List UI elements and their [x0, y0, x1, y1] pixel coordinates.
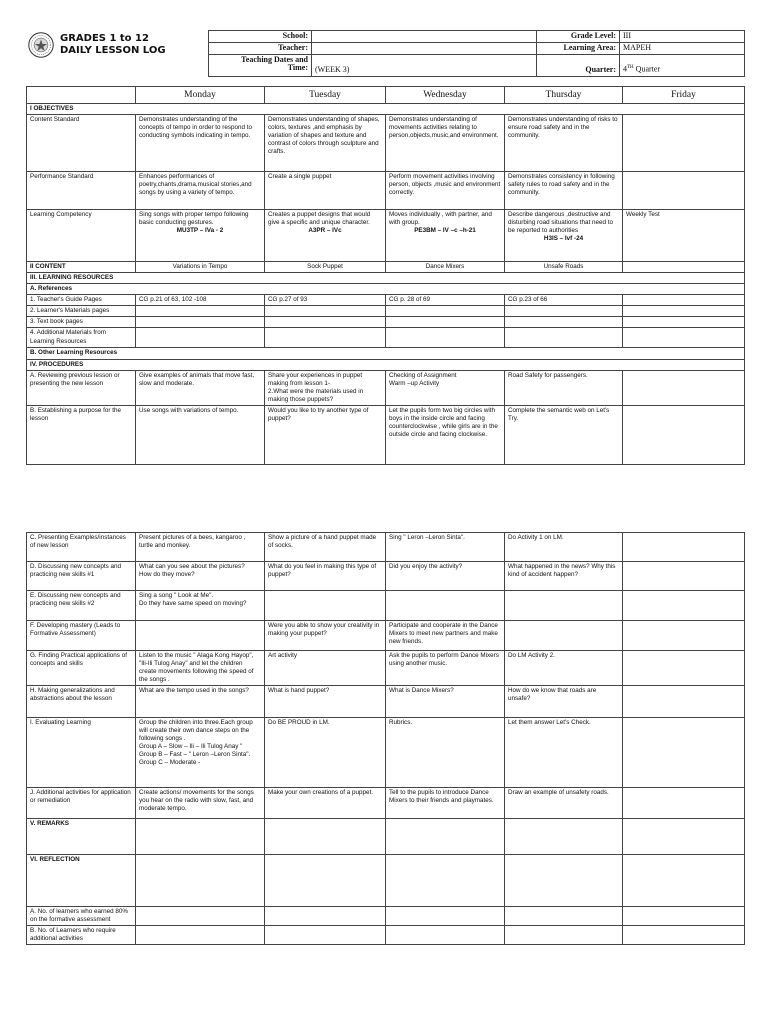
row-label: VI. REFLECTION — [27, 855, 136, 907]
cell-friday — [623, 306, 745, 317]
cell-monday — [136, 262, 265, 273]
cell-text: Sock Puppet — [307, 263, 343, 271]
cell-text: Perform movement activities involving person, objects ,music and environment correctly. — [389, 173, 501, 197]
cell-wednesday — [386, 306, 505, 317]
cell-wednesday — [386, 172, 505, 210]
day-header-blank — [27, 87, 136, 104]
quarter-word: Quarter — [633, 64, 661, 74]
cell-text: CG p.21 of 63, 102 -108 — [139, 296, 207, 304]
cell-monday — [136, 686, 265, 718]
cell-tuesday — [265, 686, 386, 718]
cell-thursday — [505, 295, 623, 306]
cell-wednesday — [386, 562, 505, 591]
cell-tuesday — [265, 115, 386, 172]
row-label: Learning Competency — [27, 210, 136, 262]
cell-monday — [136, 295, 265, 306]
table-row — [27, 591, 745, 621]
row-label: G. Finding Practical applications of concepts and skills — [27, 651, 136, 686]
cell-monday — [136, 591, 265, 621]
cell-text: Art activity — [268, 652, 298, 659]
cell-text: Checking of Assignment Warm –up Activity — [389, 371, 457, 387]
cell-text: Let them answer Let's Check. — [508, 719, 591, 727]
cell-thursday — [505, 562, 623, 591]
row-label: F. Developing mastery (Leads to Formative Assessment) — [27, 621, 136, 651]
cell-text: What is Dance Mixers? — [389, 687, 454, 695]
cell-text: Sing songs with proper tempo following basic conducting gestures. — [139, 211, 249, 227]
cell-tuesday — [265, 172, 386, 210]
cell-friday — [623, 562, 745, 591]
cell-text: Enhances performances of poetry,chants,drama,musical stories,and songs by using a variety of tempo. — [139, 173, 252, 197]
cell-friday — [623, 172, 745, 210]
cell-monday — [136, 562, 265, 591]
cell-text: Use songs with variations of tempo. — [139, 406, 239, 414]
cell-friday — [623, 317, 745, 328]
cell-text: Weekly Test — [626, 211, 660, 219]
cell-thursday — [505, 172, 623, 210]
cell-text: Sing a song " Look at Me". Do they have same speed on moving? — [139, 592, 247, 608]
deped-seal-logo — [28, 32, 54, 58]
cell-friday — [623, 370, 745, 405]
table-row — [27, 926, 745, 945]
cell-tuesday — [265, 328, 386, 348]
day-header-tuesday: Tuesday — [265, 87, 386, 104]
cell-text: Do LM Activity 2. — [508, 652, 555, 659]
quarter-label: Quarter: — [537, 54, 620, 76]
cell-text: Sing " Leron –Leron Sinta". — [389, 534, 465, 541]
section-heading: III. LEARNING RESOURCES — [27, 273, 745, 284]
day-header-wednesday: Wednesday — [386, 87, 505, 104]
competency-code: A3PR – IVc — [308, 227, 342, 235]
cell-wednesday — [386, 533, 505, 562]
cell-text: Participate and cooperate in the Dance Mixers to meet new partners and make new friends. — [389, 622, 498, 646]
cell-text: Demonstrates understanding of shapes, colors, textures ,and emphasis by variation of shapes and texture and contrast of colors through sculpture and crafts. — [268, 116, 380, 156]
table-row — [27, 819, 745, 855]
title-line-2: DAILY LESSON LOG — [60, 44, 166, 56]
competency-code: MU3TP – IVa - 2 — [176, 227, 224, 235]
cell-text: Were you able to show your creativity in making your puppet? — [268, 622, 380, 638]
row-label: I. Evaluating Learning — [27, 718, 136, 788]
cell-thursday — [505, 718, 623, 788]
table-row — [27, 855, 745, 907]
quarter-number: 4 — [623, 64, 627, 74]
table-row — [27, 295, 745, 306]
row-label: 2. Learner's Materials pages — [27, 306, 136, 317]
school-value — [312, 31, 537, 43]
cell-friday — [623, 718, 745, 788]
cell-monday — [136, 306, 265, 317]
cell-thursday — [505, 591, 623, 621]
table-row — [27, 317, 745, 328]
table-row — [27, 348, 745, 359]
row-label: D. Discussing new concepts and practicing new skills #1 — [27, 562, 136, 591]
cell-thursday — [505, 686, 623, 718]
cell-text: Share your experiences in puppet making from lesson 1- 2.What were the materials used in making those puppets? — [268, 371, 364, 403]
cell-friday — [623, 855, 745, 907]
cell-wednesday — [386, 210, 505, 262]
cell-monday — [136, 788, 265, 819]
competency-code: PE3BM – IV –c –h-21 — [414, 227, 476, 235]
cell-text: Tell to the pupils to introduce Dance Mixers to their friends and playmates. — [389, 789, 494, 805]
cell-text: What happened in the news? Why this kind of accident happen? — [508, 563, 616, 579]
cell-thursday — [505, 819, 623, 855]
cell-text: Give examples of animals that move fast, slow and moderate. — [139, 371, 255, 387]
table-row — [27, 788, 745, 819]
teacher-value — [312, 42, 537, 54]
cell-text: Do Activity 1 on LM. — [508, 534, 564, 541]
cell-text: Demonstrates consistency in following safety rules to road safety and in the community. — [508, 173, 615, 197]
cell-friday — [623, 926, 745, 945]
cell-wednesday — [386, 718, 505, 788]
cell-tuesday — [265, 621, 386, 651]
cell-tuesday — [265, 405, 386, 464]
cell-friday — [623, 651, 745, 686]
cell-text: Rubrics. — [389, 719, 413, 727]
cell-wednesday — [386, 328, 505, 348]
cell-text: Listen to the music " Alaga Kong Hayop", "Ili-Ili Tulog Anay" and let the children create movements following the speed of the songs . — [139, 652, 254, 684]
row-label: Performance Standard — [27, 172, 136, 210]
cell-friday — [623, 328, 745, 348]
table-row — [27, 907, 745, 926]
cell-text: Group the children into three.Each group will create their own dance steps on the following songs . Group A – Slow – Ili – Ili Tulog Anay " Group B – Fast – " Leron –Leron Sinta". Group C – Moderate - — [139, 719, 253, 767]
cell-tuesday — [265, 718, 386, 788]
table-row — [27, 686, 745, 718]
cell-friday — [623, 295, 745, 306]
cell-thursday — [505, 855, 623, 907]
cell-tuesday — [265, 306, 386, 317]
cell-thursday — [505, 370, 623, 405]
row-label: 4. Additional Materials from Learning Resources — [27, 328, 136, 348]
table-row — [27, 533, 745, 562]
teaching-dates-label-line1: Teaching Dates and — [241, 54, 308, 64]
title-line-1: GRADES 1 to 12 — [60, 33, 149, 44]
cell-tuesday — [265, 295, 386, 306]
section-heading: A. References — [27, 284, 745, 295]
cell-text: Present pictures of a bees, kangaroo , turtle and monkey. — [139, 534, 246, 550]
teaching-dates-value: (WEEK 3) — [312, 54, 537, 76]
cell-text: Draw an example of unsafety roads. — [508, 789, 609, 797]
cell-text: How do we know that roads are unsafe? — [508, 687, 597, 703]
cell-thursday — [505, 317, 623, 328]
cell-tuesday — [265, 591, 386, 621]
cell-text: Road Safety for passengers. — [508, 371, 588, 379]
cell-monday — [136, 907, 265, 926]
cell-thursday — [505, 328, 623, 348]
table-row — [27, 273, 745, 284]
table-row — [27, 651, 745, 686]
cell-text: Create a single puppet — [268, 173, 332, 181]
table-row — [27, 262, 745, 273]
cell-text: Creates a puppet designs that would give a specific and unique character. — [268, 211, 371, 227]
cell-monday — [136, 405, 265, 464]
row-label: A. No. of learners who earned 80% on the formative assessment — [27, 907, 136, 926]
cell-friday — [623, 210, 745, 262]
grade-level-label: Grade Level: — [537, 31, 620, 43]
cell-monday — [136, 317, 265, 328]
document-title — [60, 33, 166, 56]
row-label: II CONTENT — [27, 262, 136, 273]
cell-monday — [136, 926, 265, 945]
cell-tuesday — [265, 907, 386, 926]
table-row — [27, 306, 745, 317]
cell-friday — [623, 533, 745, 562]
cell-wednesday — [386, 686, 505, 718]
row-label: V. REMARKS — [27, 819, 136, 855]
lesson-log-table-page2 — [26, 532, 745, 945]
learning-area-value: MAPEH — [620, 42, 745, 54]
cell-text: Demonstrates understanding of the concepts of tempo in order to respond to conducting symbols indicating in tempo. — [139, 116, 253, 140]
table-row — [27, 328, 745, 348]
cell-monday — [136, 533, 265, 562]
cell-thursday — [505, 651, 623, 686]
table-row — [27, 104, 745, 115]
section-heading: B. Other Learning Resources — [27, 348, 745, 359]
cell-text: Describe dangerous ,destructive and disturbing road situations that need to be reported to authorities — [508, 211, 614, 235]
cell-tuesday — [265, 788, 386, 819]
row-label: J. Additional activities for application or remediation — [27, 788, 136, 819]
quarter-suffix: TH — [627, 65, 634, 71]
cell-tuesday — [265, 533, 386, 562]
cell-wednesday — [386, 651, 505, 686]
table-row — [27, 621, 745, 651]
cell-text: Moves individually , with partner, and with group. — [389, 211, 492, 227]
cell-tuesday — [265, 370, 386, 405]
table-row — [27, 359, 745, 370]
cell-text: Show a picture of a hand puppet made of socks. — [268, 534, 377, 550]
cell-wednesday — [386, 317, 505, 328]
cell-text: Create actions/ movements for the songs you hear on the radio with slow, fast, and moderate tempo. — [139, 789, 254, 813]
cell-wednesday — [386, 262, 505, 273]
cell-text: Do BE PROUD in LM. — [268, 719, 330, 727]
table-row — [27, 115, 745, 172]
table-row — [27, 405, 745, 464]
cell-text: CG p.27 of 93 — [268, 296, 308, 304]
cell-monday — [136, 819, 265, 855]
cell-thursday — [505, 306, 623, 317]
table-row — [27, 718, 745, 788]
cell-wednesday — [386, 788, 505, 819]
cell-tuesday — [265, 651, 386, 686]
cell-monday — [136, 115, 265, 172]
teacher-label: Teacher: — [209, 42, 312, 54]
cell-monday — [136, 210, 265, 262]
cell-thursday — [505, 621, 623, 651]
cell-monday — [136, 855, 265, 907]
cell-text: What is hand puppet? — [268, 687, 330, 695]
cell-text: Did you enjoy the activity? — [389, 563, 463, 570]
cell-monday — [136, 172, 265, 210]
cell-friday — [623, 591, 745, 621]
table-row — [27, 562, 745, 591]
cell-wednesday — [386, 621, 505, 651]
cell-wednesday — [386, 819, 505, 855]
cell-wednesday — [386, 907, 505, 926]
cell-text: Unsafe Roads — [543, 263, 584, 271]
cell-thursday — [505, 533, 623, 562]
cell-friday — [623, 262, 745, 273]
cell-text: Complete the semantic web on Let's Try. — [508, 406, 610, 422]
cell-text: Let the pupils form two big circles with boys in the inside circle and facing counterclockwise , while girls are in the outside circle and facing clockwise. — [389, 406, 498, 438]
table-row — [27, 370, 745, 405]
row-label: C. Presenting Examples/instances of new lesson — [27, 533, 136, 562]
row-label: Content Standard — [27, 115, 136, 172]
cell-text: Demonstrates understanding of movements activities relating to person,objects,music,and environment. — [389, 116, 499, 140]
cell-wednesday — [386, 591, 505, 621]
row-label: B. No. of Learners who require additional activities — [27, 926, 136, 945]
competency-code: H3IS – Ivf -24 — [543, 235, 584, 243]
day-header-monday: Monday — [136, 87, 265, 104]
cell-friday — [623, 115, 745, 172]
cell-monday — [136, 328, 265, 348]
row-label: H. Making generalizations and abstractions about the lesson — [27, 686, 136, 718]
cell-tuesday — [265, 819, 386, 855]
cell-text: What are the tempo used in the songs? — [139, 687, 249, 695]
cell-monday — [136, 718, 265, 788]
cell-friday — [623, 621, 745, 651]
cell-monday — [136, 370, 265, 405]
cell-thursday — [505, 115, 623, 172]
row-label: B. Establishing a purpose for the lesson — [27, 405, 136, 464]
cell-thursday — [505, 788, 623, 819]
cell-text: Demonstrates understanding of risks to ensure road safety and in the community. — [508, 116, 618, 140]
learning-area-label: Learning Area: — [537, 42, 620, 54]
cell-text: Variations in Tempo — [172, 263, 228, 271]
cell-text: CG p. 28 of 69 — [389, 296, 430, 304]
cell-wednesday — [386, 926, 505, 945]
cell-thursday — [505, 405, 623, 464]
cell-friday — [623, 819, 745, 855]
section-heading: IV. PROCEDURES — [27, 359, 745, 370]
day-header-friday: Friday — [623, 87, 745, 104]
row-label: 1. Teacher's Guide Pages — [27, 295, 136, 306]
cell-text: Would you like to try another type of puppet? — [268, 406, 369, 422]
row-label: A. Reviewing previous lesson or presenting the new lesson — [27, 370, 136, 405]
cell-thursday — [505, 262, 623, 273]
teaching-dates-label-line2: Time: — [287, 63, 308, 73]
cell-thursday — [505, 907, 623, 926]
teaching-dates-label — [209, 54, 312, 76]
table-row — [27, 284, 745, 295]
cell-monday — [136, 621, 265, 651]
cell-text: What can you see about the pictures? How do they move? — [139, 563, 245, 579]
row-label: 3. Text book pages — [27, 317, 136, 328]
lesson-log-table-page1 — [26, 86, 745, 465]
cell-text: Ask the pupils to perform Dance Mixers using another music. — [389, 652, 499, 668]
cell-tuesday — [265, 926, 386, 945]
section-heading: I OBJECTIVES — [27, 104, 745, 115]
cell-text: Make your own creations of a puppet. — [268, 789, 374, 797]
cell-text: Dance Mixers — [425, 263, 465, 271]
cell-text: CG p.23 of 66 — [508, 296, 548, 304]
cell-friday — [623, 907, 745, 926]
grade-level-value: III — [620, 31, 745, 43]
cell-tuesday — [265, 855, 386, 907]
cell-wednesday — [386, 370, 505, 405]
cell-friday — [623, 788, 745, 819]
cell-tuesday — [265, 562, 386, 591]
cell-text: What do you feel in making this type of puppet? — [268, 563, 377, 579]
header-info-table — [208, 30, 745, 77]
cell-friday — [623, 405, 745, 464]
cell-thursday — [505, 926, 623, 945]
table-row — [27, 172, 745, 210]
cell-thursday — [505, 210, 623, 262]
table-row — [27, 210, 745, 262]
cell-wednesday — [386, 855, 505, 907]
quarter-value — [620, 54, 745, 76]
row-label: E. Discussing new concepts and practicing new skills #2 — [27, 591, 136, 621]
cell-tuesday — [265, 317, 386, 328]
cell-tuesday — [265, 210, 386, 262]
school-label: School: — [209, 31, 312, 43]
cell-wednesday — [386, 295, 505, 306]
cell-monday — [136, 651, 265, 686]
day-header-thursday: Thursday — [505, 87, 623, 104]
cell-wednesday — [386, 405, 505, 464]
cell-wednesday — [386, 115, 505, 172]
cell-tuesday — [265, 262, 386, 273]
cell-friday — [623, 686, 745, 718]
